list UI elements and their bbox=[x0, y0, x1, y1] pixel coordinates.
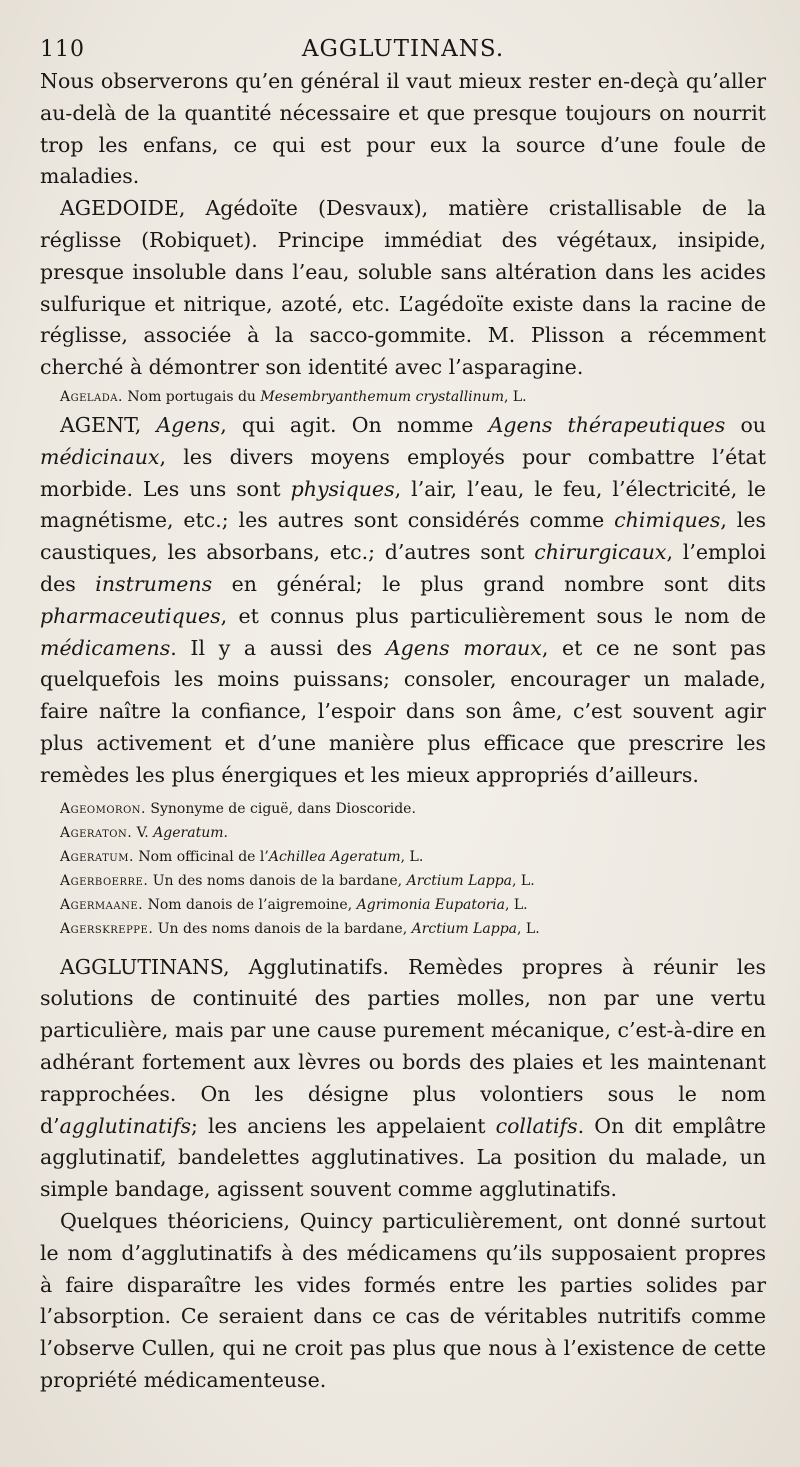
entry-ageratum: Ageratum. Nom officinal de l’Achillea Ageratum, L. bbox=[60, 848, 424, 865]
entry-headword: AGGLUTINANS bbox=[60, 954, 224, 979]
paragraph-continuation: Nous observerons qu’en général il vaut mieux rester en-deçà qu’aller au-delà de la quantité nécessaire et que presque toujours on nourrit trop les enfans, ce qui est pour eux la source d’une foule de maladies. bbox=[40, 69, 766, 189]
page-header bbox=[40, 36, 766, 62]
entry-headword: AGEDOIDE bbox=[60, 196, 179, 221]
running-title: AGGLUTINANS. bbox=[301, 36, 505, 62]
spacer bbox=[40, 942, 766, 952]
page-number: 110 bbox=[40, 37, 85, 62]
entry-agerskreppe: Agerskreppe. Un des noms danois de la bardane, Arctium Lappa, L. bbox=[60, 920, 540, 937]
entry-agelada: Agelada. Nom portugais du Mesembryanthemum crystallinum, L. bbox=[60, 388, 527, 405]
entry-headword: AGENT bbox=[60, 412, 135, 437]
entry-headword: Ageraton. bbox=[60, 824, 133, 841]
entry-headword: Agermaane. bbox=[60, 896, 144, 913]
entry-headword: Ageratum. bbox=[60, 848, 134, 865]
paragraph-quelques: Quelques théoriciens, Quincy particulièrement, ont donné surtout le nom d’agglutinatifs à des médicamens qu’ils supposaient propres à faire disparaître les vides formés entre les parties solides par l’absorption. Ce seraient dans ce cas de véritables nutritifs comme l’observe Cullen, qui ne croit pas plus que nous à l’existence de cette propriété médicamenteuse. bbox=[40, 1208, 766, 1392]
entry-headword: Agerskreppe. bbox=[60, 920, 154, 937]
entry-ageomoron: Ageomoron. Synonyme de ciguë, dans Dioscoride. bbox=[60, 800, 416, 817]
entry-headword: Agelada. bbox=[60, 388, 123, 405]
entry-headword: Ageomoron. bbox=[60, 800, 146, 817]
entry-agent: AGENT, Agens, qui agit. On nomme Agens thérapeutiques ou médicinaux, les divers moyens employés pour combattre l’état morbide. Les uns sont physiques, l’air, l’eau, le feu, l’électricité, le magnétisme, etc.; les autres sont considérés comme chimiques, les caustiques, les absorbans, etc.; d’autres sont chirurgicaux, l’emploi des instrumens en général; le plus grand nombre sont dits pharmaceutiques, et connus plus particulièrement sous le nom de médicamens. Il y a aussi des Agens moraux, et ce ne sont pas quelquefois les moins puissans; consoler, encourager un malade, faire naître la confiance, l’espoir dans son âme, c’est souvent agir plus activement et d’une manière plus efficace que prescrire les remèdes les plus énergiques et les mieux appropriés d’ailleurs. bbox=[40, 412, 767, 787]
entry-headword: Agerboerre. bbox=[60, 872, 149, 889]
entry-agermaane: Agermaane. Nom danois de l’aigremoine, Agrimonia Eupatoria, L. bbox=[60, 896, 528, 913]
entry-agedoide: AGEDOIDE, Agédoïte (Desvaux), matière cristallisable de la réglisse (Robiquet). Principe immédiat des végétaux, insipide, presque insoluble dans l’eau, soluble sans altération dans les acides sulfurique et nitrique, azoté, etc. L’agédoïte existe dans la racine de réglisse, associée à la sacco-gommite. M. Plisson a récemment cherché à démontrer son identité avec l’asparagine. bbox=[40, 196, 766, 380]
entry-agglutinans: AGGLUTINANS, Agglutinatifs. Remèdes propres à réunir les solutions de continuité des parties molles, non par une vertu particulière, mais par une cause purement mécanique, c’est-à-dire en adhérant fortement aux lèvres ou bords des plaies et les maintenant rapprochées. On les désigne plus volontiers sous le nom d’agglutinatifs; les anciens les appelaient collatifs. On dit emplâtre agglutinatif, bandelettes agglutinatives. La position du malade, un simple bandage, agissent souvent comme agglutinatifs. bbox=[40, 954, 767, 1202]
entry-ageraton: Ageraton. V. Ageratum. bbox=[60, 824, 228, 841]
entry-agerboerre: Agerboerre. Un des noms danois de la bardane, Arctium Lappa, L. bbox=[60, 872, 535, 889]
